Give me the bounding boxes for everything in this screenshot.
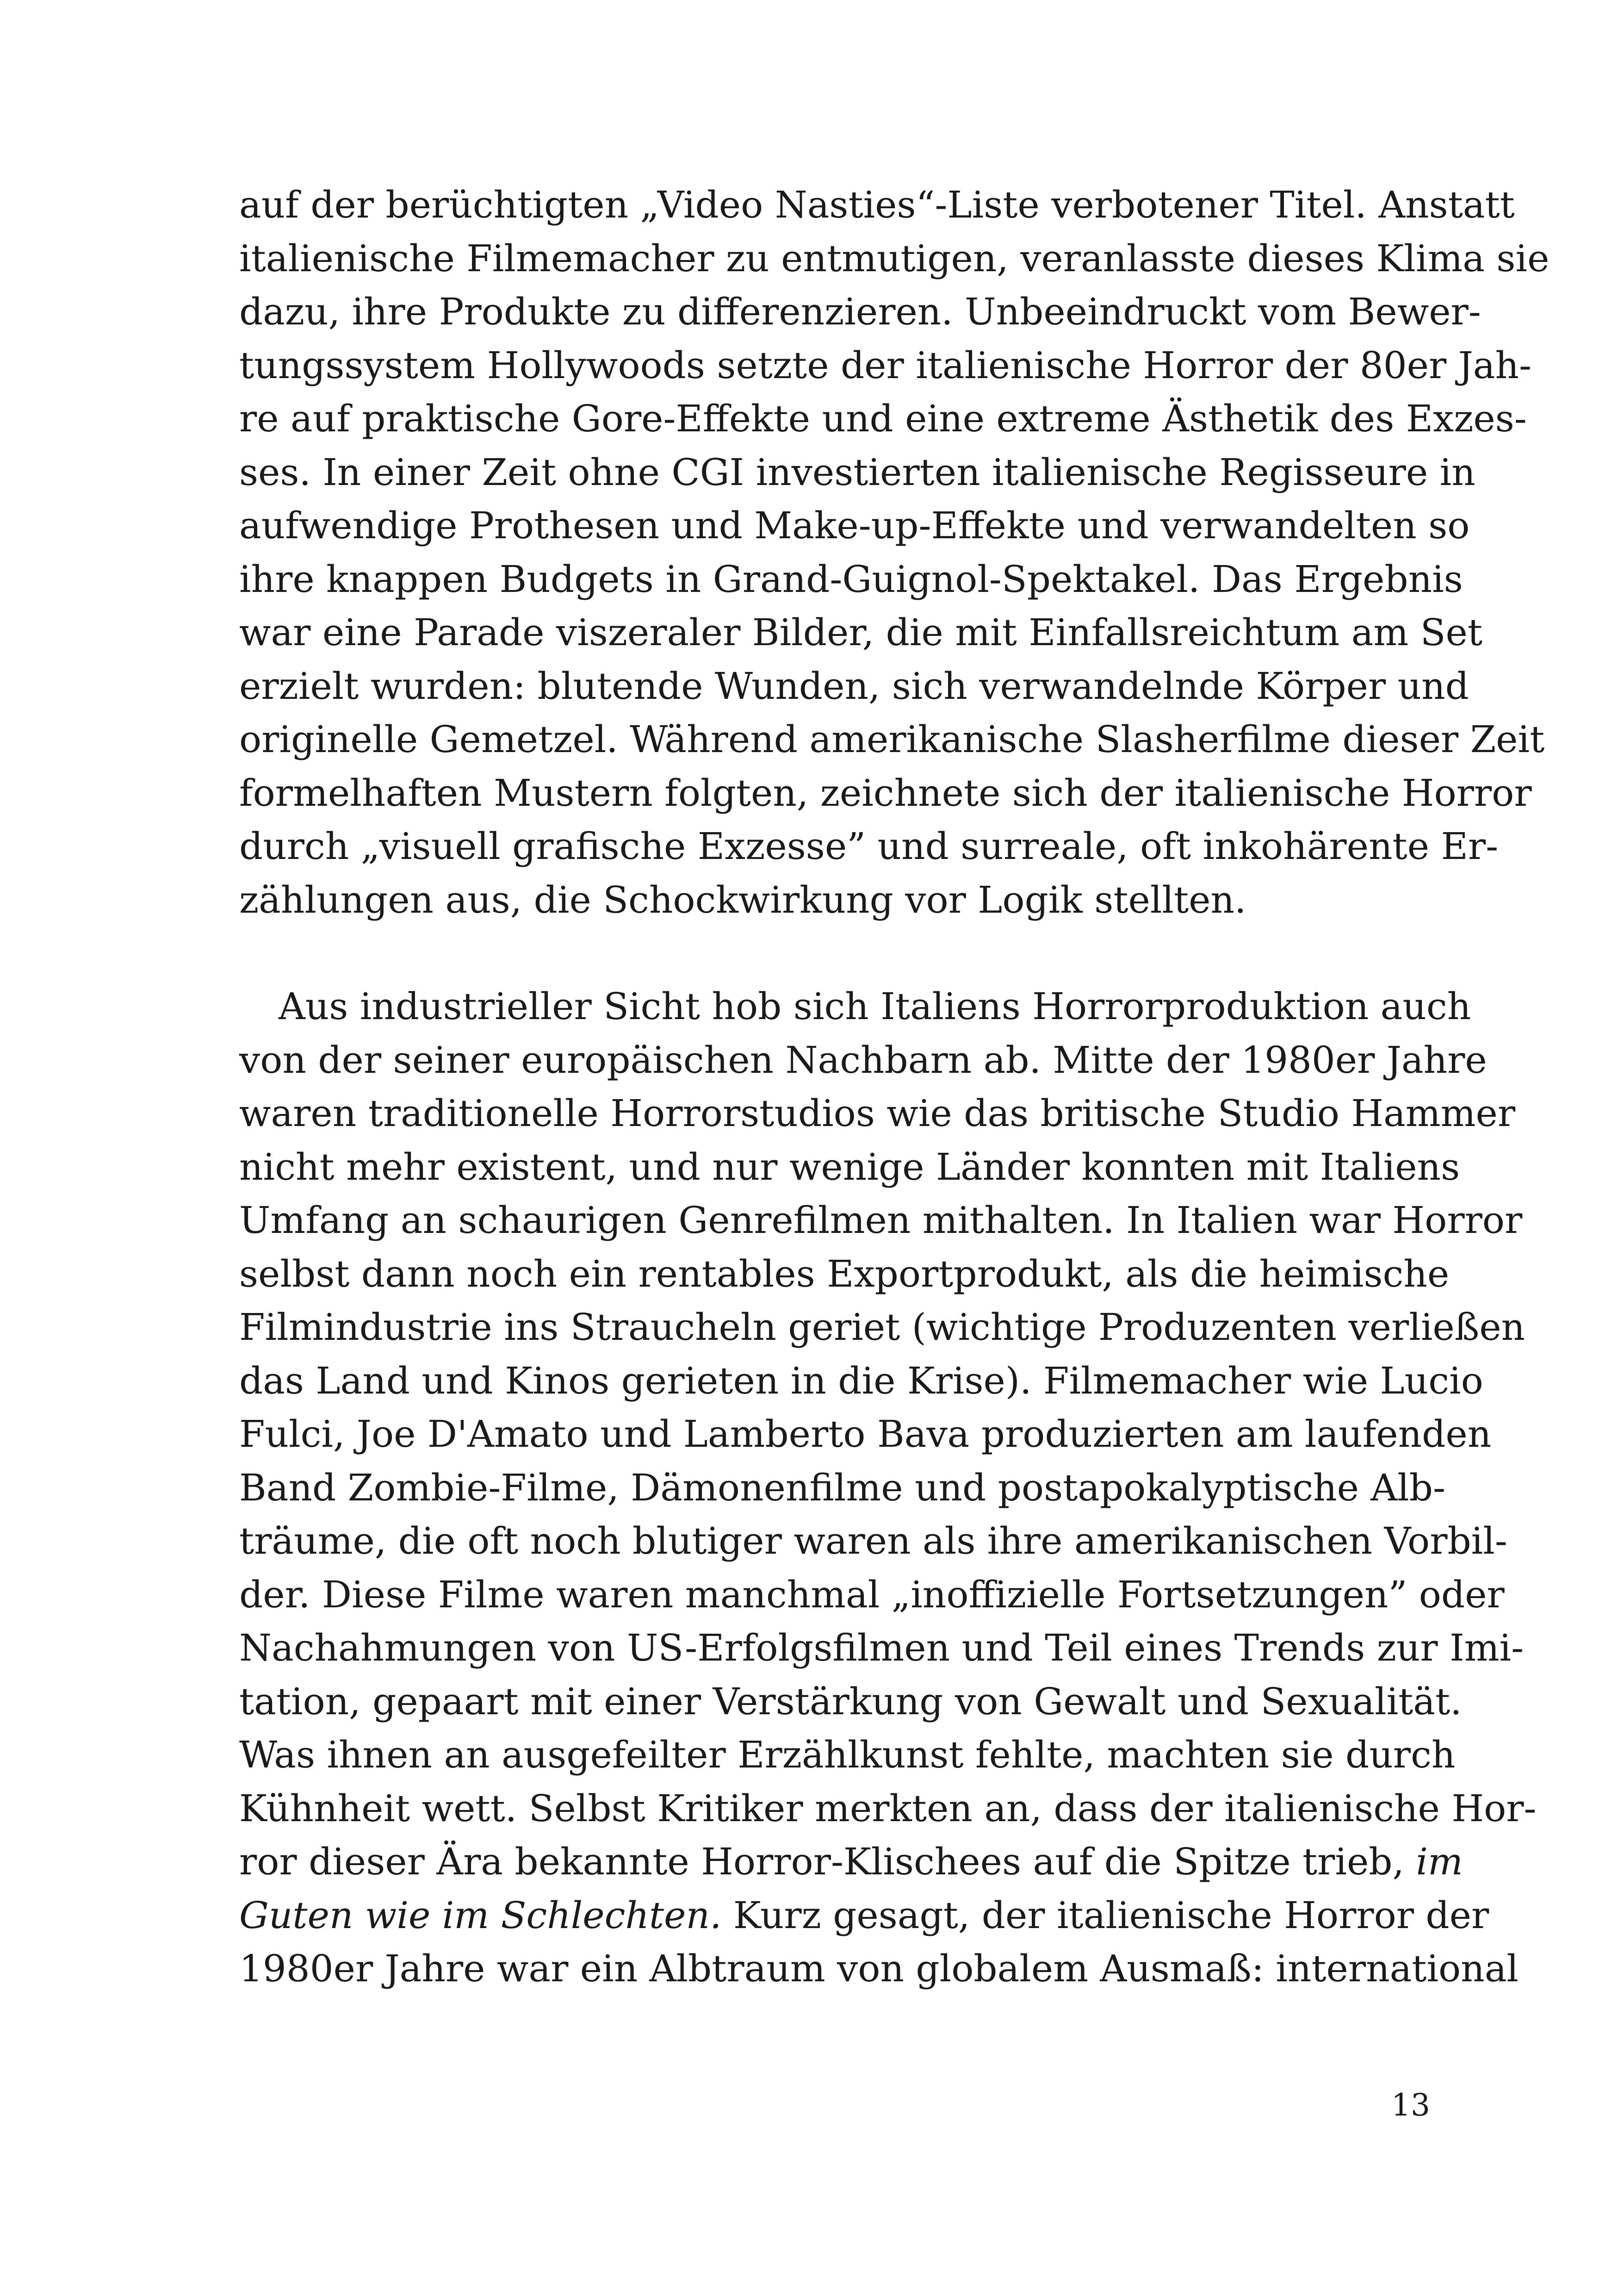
text-segment: Kurz gesagt, der italienische Horror der bbox=[721, 1893, 1489, 1937]
emphasis-text: Guten wie im Schlechten. bbox=[239, 1893, 722, 1937]
text-line: aufwendige Prothesen und Make-up-Effekte und verwandelten so bbox=[239, 504, 1470, 547]
page-number: 13 bbox=[1391, 2087, 1430, 2123]
text-line: Was ihnen an ausgefeilter Erzählkunst fehlte, machten sie durch bbox=[239, 1733, 1456, 1776]
text-line: Nachahmungen von US-Erfolgsfilmen und Teil eines Trends zur Imi- bbox=[239, 1626, 1524, 1669]
text-line: war eine Parade viszeraler Bilder, die mit Einfallsreichtum am Set bbox=[239, 611, 1482, 654]
text-line: auf der berüchtigten „Video Nasties“-Liste verbotener Titel. Anstatt bbox=[239, 183, 1515, 226]
text-line: Aus industrieller Sicht hob sich Italiens Horrorproduktion auch bbox=[279, 985, 1471, 1028]
text-line: träume, die oft noch blutiger waren als ihre amerikanischen Vorbil- bbox=[239, 1519, 1507, 1562]
text-line: waren traditionelle Horrorstudios wie das britische Studio Hammer bbox=[239, 1092, 1516, 1135]
text-line: re auf praktische Gore-Effekte und eine extreme Ästhetik des Exzes- bbox=[239, 397, 1527, 440]
text-line: von der seiner europäischen Nachbarn ab. Mitte der 1980er Jahre bbox=[239, 1038, 1487, 1082]
text-line: durch „visuell grafische Exzesse” und surreale, oft inkohärente Er- bbox=[239, 825, 1499, 868]
text-line: formelhaften Mustern folgten, zeichnete sich der italienische Horror bbox=[239, 771, 1532, 815]
text-line: nicht mehr existent, und nur wenige Länder konnten mit Italiens bbox=[239, 1145, 1460, 1188]
text-line: erzielt wurden: blutende Wunden, sich verwandelnde Körper und bbox=[239, 664, 1469, 708]
text-line: Kühnheit wett. Selbst Kritiker merkten an, dass der italienische Hor- bbox=[239, 1786, 1537, 1830]
text-line: der. Diese Filme waren manchmal „inoffizielle Fortsetzungen” oder bbox=[239, 1573, 1505, 1616]
text-line: selbst dann noch ein rentables Exportprodukt, als die heimische bbox=[239, 1252, 1450, 1295]
body-text bbox=[239, 178, 1550, 1996]
text-line: Band Zombie-Filme, Dämonenfilme und postapokalyptische Alb- bbox=[239, 1466, 1445, 1509]
text-line: Umfang an schaurigen Genrefilmen mithalten. In Italien war Horror bbox=[239, 1199, 1523, 1242]
paragraph-2 bbox=[239, 980, 1537, 1996]
text-line: italienische Filmemacher zu entmutigen, veranlasste dieses Klima sie bbox=[239, 236, 1550, 280]
text-line: ihre knappen Budgets in Grand-Guignol-Spektakel. Das Ergebnis bbox=[239, 557, 1463, 601]
text-line: tungssystem Hollywoods setzte der italienische Horror der 80er Jah- bbox=[239, 343, 1532, 387]
text-line: das Land und Kinos gerieten in die Krise). Filmemacher wie Lucio bbox=[239, 1359, 1483, 1402]
emphasis-text: im bbox=[1416, 1840, 1463, 1883]
text-line: Filmindustrie ins Straucheln geriet (wichtige Produzenten verließen bbox=[239, 1306, 1525, 1349]
text-line: zählungen aus, die Schockwirkung vor Logik stellten. bbox=[239, 878, 1246, 921]
text-line: Fulci, Joe D'Amato und Lamberto Bava produzierten am laufenden bbox=[239, 1412, 1492, 1456]
text-line-with-emphasis bbox=[239, 1835, 1463, 1889]
text-line: dazu, ihre Produkte zu differenzieren. Unbeeindruckt vom Bewer- bbox=[239, 290, 1481, 333]
text-line: originelle Gemetzel. Während amerikanische Slasherfilme dieser Zeit bbox=[239, 718, 1545, 761]
paragraph-1 bbox=[239, 178, 1550, 927]
text-line: ses. In einer Zeit ohne CGI investierten italienische Regisseure in bbox=[239, 450, 1475, 494]
text-line-with-emphasis bbox=[239, 1889, 1489, 1942]
text-segment: ror dieser Ära bekannte Horror-Klischees auf die Spitze trieb, bbox=[239, 1840, 1404, 1883]
text-line: 1980er Jahre war ein Albtraum von globalem Ausmaß: international bbox=[239, 1947, 1519, 1990]
text-line: tation, gepaart mit einer Verstärkung von Gewalt und Sexualität. bbox=[239, 1680, 1462, 1723]
